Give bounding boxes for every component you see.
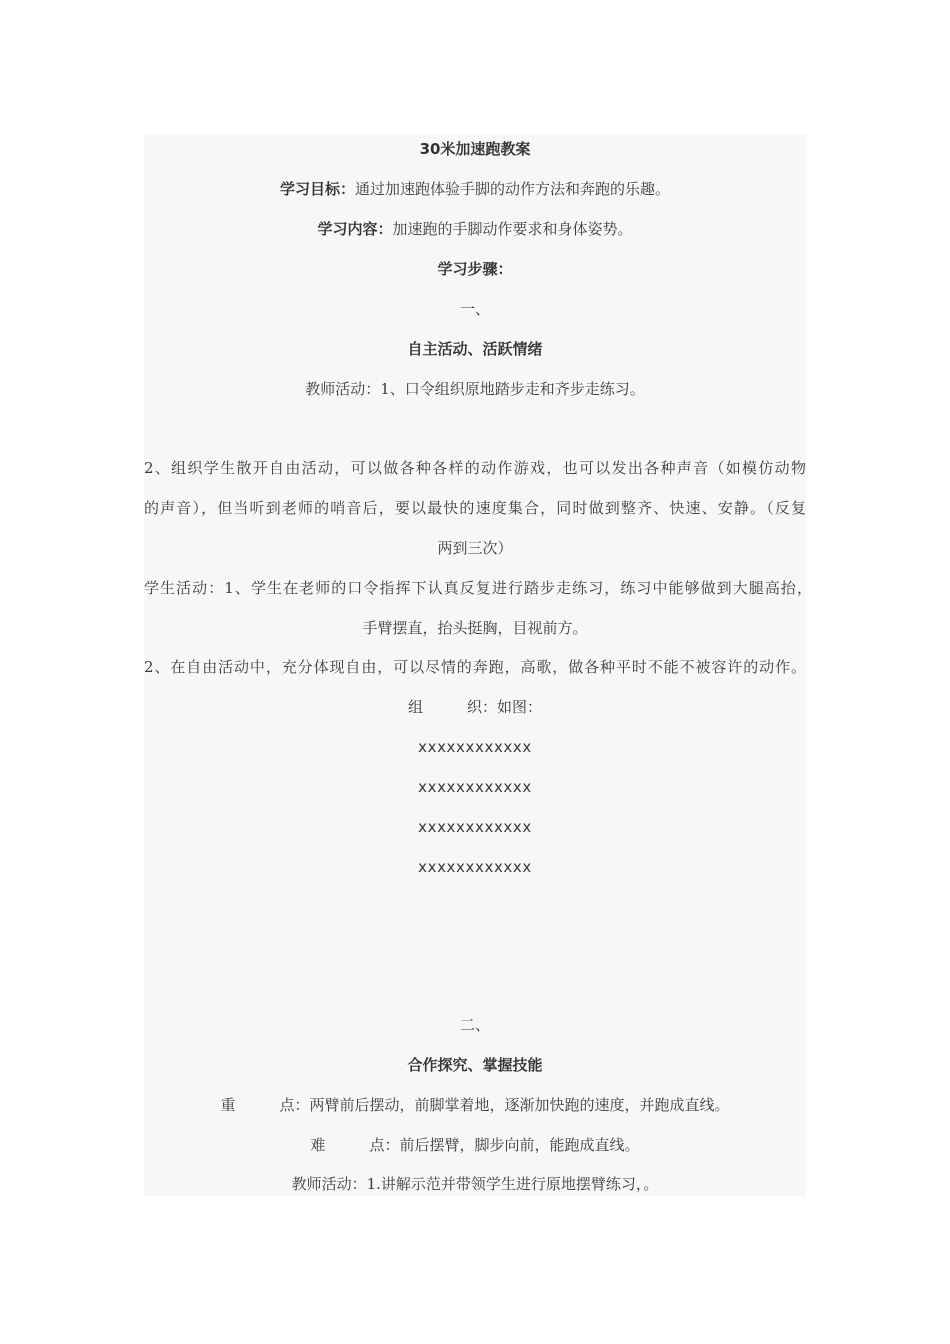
content-text: 加速跑的手脚动作要求和身体姿势。 [392,220,633,238]
objective-text: 通过加速跑体验手脚的动作方法和奔跑的乐趣。 [355,180,671,198]
formation-row: xxxxxxxxxxxx [418,858,532,876]
difficulty-text: 点：前后摆臂，脚步向前，能跑成直线。 [369,1136,640,1154]
formation-row: xxxxxxxxxxxx [418,818,532,836]
steps-label: 学习步骤： [437,260,513,278]
organization-label-a: 组 [407,698,423,716]
objective-label: 学习目标： [279,180,355,198]
formation-row: xxxxxxxxxxxx [418,738,532,756]
student-activity-1-line1: 学生活动：1、学生在老师的口令指挥下认真反复进行踏步走练习，练习中能够做到大腿高抬， [144,579,812,597]
student-activity-1-line2: 手臂摆直，抬头挺胸，目视前方。 [362,619,588,637]
organization-line [144,697,806,717]
teacher-activity-2-line1: 2、组织学生散开自由活动，可以做各种各样的动作游戏，也可以发出各种声音（如模仿动物 [144,459,806,477]
objective-line [144,179,806,199]
teacher-activity-2-line3: 两到三次） [437,539,513,557]
section2-teacher-activity-1: 教师活动：1.讲解示范并带领学生进行原地摆臂练习，。 [291,1175,659,1193]
key-point-label-a: 重 [220,1096,236,1114]
section2-number: 二、 [459,1016,490,1034]
content-line [144,219,806,239]
section2-heading: 合作探究、掌握技能 [407,1056,543,1074]
teacher-activity-2-line2: 的声音），但当听到老师的哨音后，要以最快的速度集合，同时做到整齐、快速、安静。（反复 [144,499,806,517]
difficulty-label-a: 难 [310,1136,326,1154]
formation-row: xxxxxxxxxxxx [418,778,532,796]
organization-label-b: 织：如图： [467,698,543,716]
difficulty-line [144,1135,806,1155]
content-label: 学习内容： [317,220,393,238]
document-title: 30米加速跑教案 [419,140,531,158]
key-point-line [144,1095,806,1115]
key-point-text: 点：两臂前后摆动，前脚掌着地，逐渐加快跑的速度，并跑成直线。 [279,1096,730,1114]
section1-number: 一、 [459,300,490,318]
section1-heading: 自主活动、活跃情绪 [407,340,543,358]
student-activity-2: 2、在自由活动中，充分体现自由，可以尽情的奔跑，高歌，做各种平时不能不被容许的动作。 [144,658,806,676]
teacher-activity-1: 教师活动：1、口令组织原地踏步走和齐步走练习。 [305,380,645,398]
